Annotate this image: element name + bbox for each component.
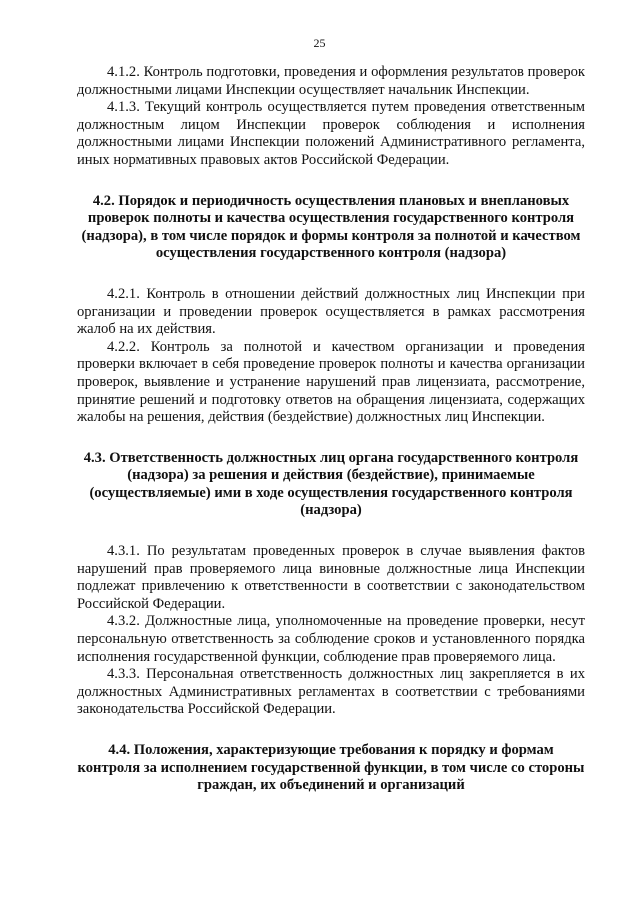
paragraph-4-3-3: 4.3.3. Персональная ответственность должностных лиц закрепляется в их должностных Административных регламентах в соответствии с требованиями законодательства Российской Федерации. [77,666,585,718]
paragraph-4-2-1: 4.2.1. Контроль в отношении действий должностных лиц Инспекции при организации и проведении проверок осуществляется в рамках рассмотрения жалоб на их действия. [77,285,585,338]
paragraph-4-3-2: 4.3.2. Должностные лица, уполномоченные на проведение проверки, несут персональную ответственность за соблюдение сроков и установленного порядка исполнения государственной функции, соблюдение прав проверяемого лица. [77,613,585,665]
paragraph-4-2-2: 4.2.2. Контроль за полнотой и качеством организации и проведения проверки включает в себя проведение проверок полноты и качества организации проверок, выявление и устранение нарушений прав лицензиата, рассмотрение, принятие решений и подготовку ответов на обращения лицензиата, содержащих жалобы на решения, действия (бездействие) должностных лиц Инспекции. [77,338,585,426]
paragraph-4-1-2: 4.1.2. Контроль подготовки, проведения и оформления результатов проверок должностными лицами Инспекции осуществляет начальник Инспекции. [77,64,585,98]
section-heading-4-4: 4.4. Положения, характеризующие требования к порядку и формам контроля за исполнением государственной функции, в том числе со стороны граждан, их объединений и организаций [77,742,585,794]
paragraph-4-3-1: 4.3.1. По результатам проведенных проверок в случае выявления фактов нарушений прав проверяемого лица виновные должностные лица Инспекции подлежат привлечению к ответственности в соответствии с законодательством Российской Федерации. [77,543,585,612]
section-heading-4-2: 4.2. Порядок и периодичность осуществления плановых и внеплановых проверок полноты и качества осуществления государственного контроля (надзора), в том числе порядок и формы контроля за полнотой и качеством осуществления государственного контроля (надзора) [81,192,581,262]
section-heading-4-3: 4.3. Ответственность должностных лиц органа государственного контроля (надзора) за решения и действия (бездействие), принимаемые (осуществляемые) ими в ходе осуществления государственного контроля (надзора) [83,449,579,519]
page-content [77,64,585,795]
paragraph-4-1-3: 4.1.3. Текущий контроль осуществляется путем проведения ответственным должностным лицом Инспекции проверок соблюдения и исполнения должностными лицами Инспекции положений Административного регламента, иных нормативных правовых актов Российской Федерации. [77,99,585,168]
page-number: 25 [313,36,326,50]
